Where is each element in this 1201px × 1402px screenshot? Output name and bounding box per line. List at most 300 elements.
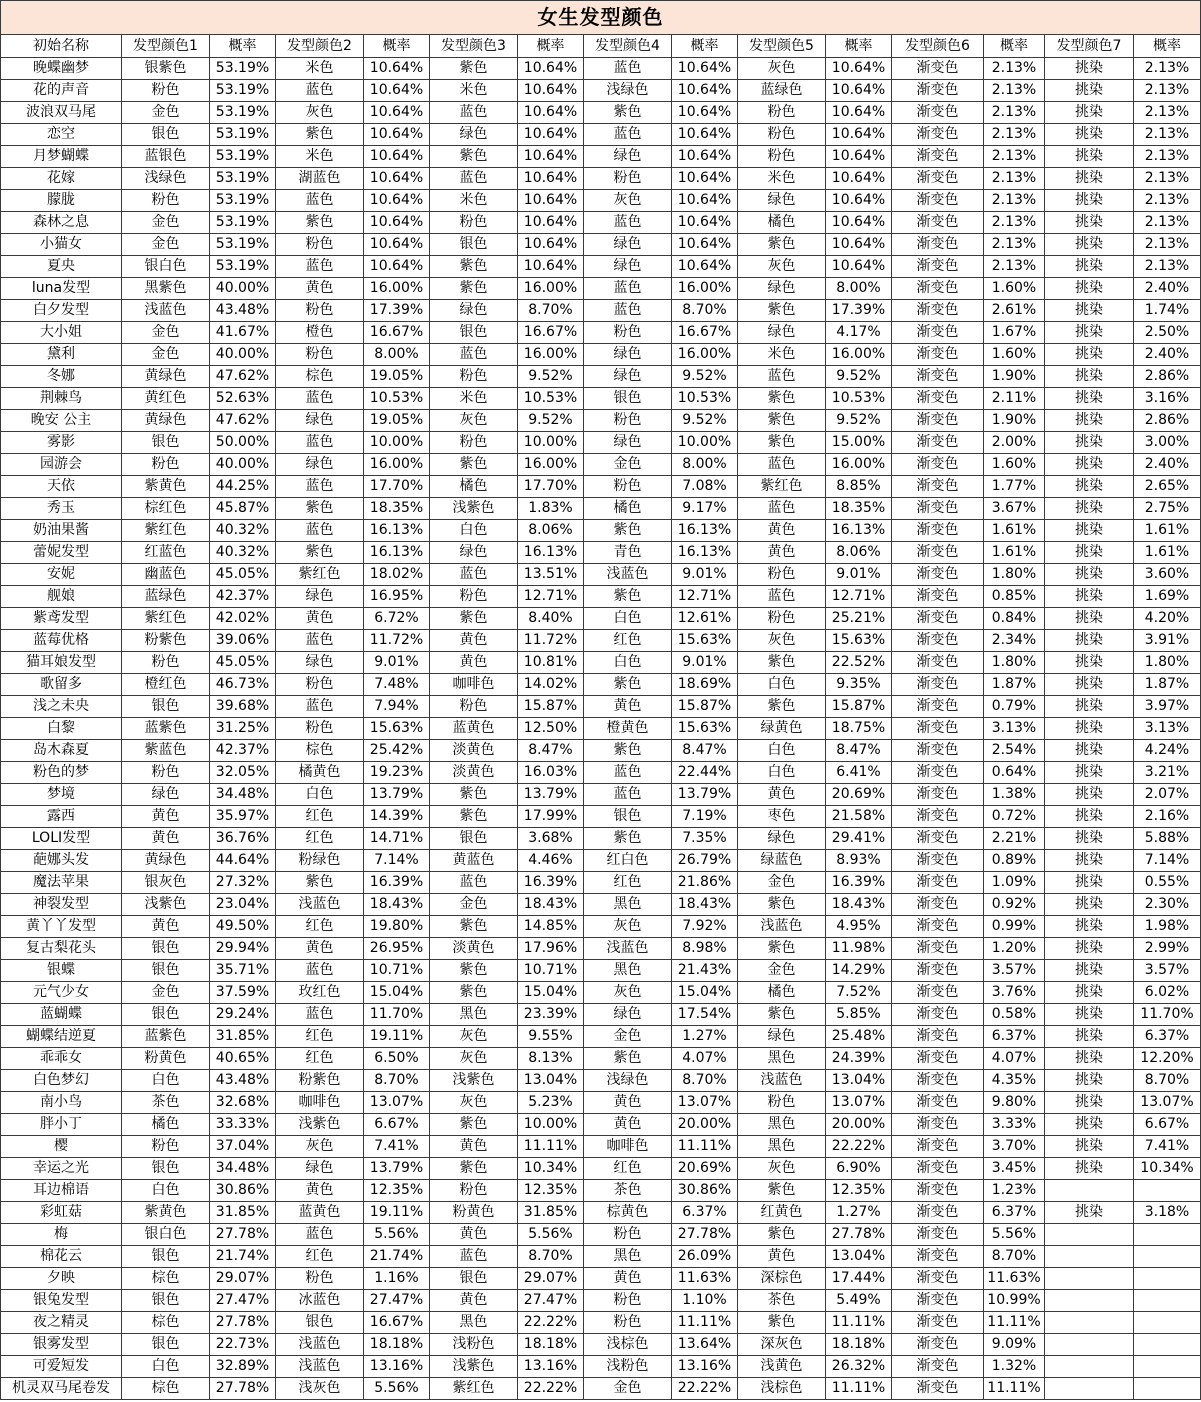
hairstyle-name-cell: 安妮 — [1, 564, 122, 586]
probability-cell: 10.00% — [364, 432, 430, 454]
probability-cell: 6.67% — [1134, 1114, 1201, 1136]
probability-cell: 4.24% — [1134, 740, 1201, 762]
probability-cell: 7.41% — [364, 1136, 430, 1158]
hair-color-cell: 渐变色 — [892, 322, 984, 344]
probability-cell: 10.64% — [518, 80, 584, 102]
probability-cell: 25.48% — [826, 1026, 892, 1048]
hair-color-cell: 红色 — [276, 806, 364, 828]
probability-cell: 14.39% — [364, 806, 430, 828]
probability-cell: 2.75% — [1134, 498, 1201, 520]
probability-cell: 53.19% — [210, 212, 276, 234]
hair-color-cell: 浅紫色 — [276, 1114, 364, 1136]
probability-cell: 11.70% — [1134, 1004, 1201, 1026]
probability-cell: 15.87% — [826, 696, 892, 718]
hair-color-cell: 渐变色 — [892, 850, 984, 872]
probability-cell: 42.02% — [210, 608, 276, 630]
probability-cell: 37.59% — [210, 982, 276, 1004]
probability-cell: 8.06% — [518, 520, 584, 542]
hairstyle-name-cell: 葩娜头发 — [1, 850, 122, 872]
probability-cell: 5.23% — [518, 1092, 584, 1114]
probability-cell: 0.55% — [1134, 872, 1201, 894]
hair-color-cell: 浅绿色 — [122, 168, 210, 190]
hairstyle-name-cell: 雾影 — [1, 432, 122, 454]
probability-cell: 6.72% — [364, 608, 430, 630]
probability-cell: 21.43% — [672, 960, 738, 982]
probability-cell: 8.47% — [518, 740, 584, 762]
probability-cell: 21.58% — [826, 806, 892, 828]
hair-color-cell: 粉色 — [276, 234, 364, 256]
hair-color-cell: 渐变色 — [892, 1224, 984, 1246]
hair-color-cell: 黄色 — [430, 1224, 518, 1246]
hair-color-cell: 挑染 — [1045, 916, 1134, 938]
probability-cell: 8.85% — [826, 476, 892, 498]
hair-color-cell: 灰色 — [738, 58, 826, 80]
hair-color-cell: 紫色 — [738, 1004, 826, 1026]
hair-color-cell: 绿色 — [738, 278, 826, 300]
hair-color-cell: 粉色 — [738, 102, 826, 124]
hair-color-cell: 绿色 — [276, 586, 364, 608]
hair-color-cell: 渐变色 — [892, 960, 984, 982]
probability-cell: 10.00% — [518, 432, 584, 454]
probability-cell: 3.57% — [984, 960, 1045, 982]
hair-color-cell: 黄色 — [430, 630, 518, 652]
hairstyle-name-cell: 神裂发型 — [1, 894, 122, 916]
probability-cell: 19.23% — [364, 762, 430, 784]
hair-color-cell: 米色 — [430, 190, 518, 212]
hair-color-cell: 玫红色 — [276, 982, 364, 1004]
hairstyle-name-cell: 蓝蝴蝶 — [1, 1004, 122, 1026]
hair-color-cell: 银色 — [122, 1334, 210, 1356]
probability-cell: 10.64% — [364, 256, 430, 278]
probability-cell: 10.64% — [364, 58, 430, 80]
header-hair-color: 发型颜色3 — [430, 35, 518, 58]
probability-cell: 49.50% — [210, 916, 276, 938]
hair-color-cell: 深灰色 — [738, 1334, 826, 1356]
hair-color-cell: 蓝黄色 — [430, 718, 518, 740]
hair-color-cell: 粉色 — [584, 168, 672, 190]
hair-color-cell: 渐变色 — [892, 256, 984, 278]
hair-color-cell: 蓝色 — [738, 366, 826, 388]
hair-color-cell: 渐变色 — [892, 366, 984, 388]
hair-color-cell: 灰色 — [584, 916, 672, 938]
probability-cell: 0.99% — [984, 916, 1045, 938]
probability-cell: 16.39% — [826, 872, 892, 894]
hair-color-cell: 渐变色 — [892, 674, 984, 696]
probability-cell: 40.32% — [210, 542, 276, 564]
probability-cell: 16.67% — [364, 322, 430, 344]
probability-cell: 23.39% — [518, 1004, 584, 1026]
hair-color-cell: 绿色 — [430, 300, 518, 322]
hair-color-cell: 湖蓝色 — [276, 168, 364, 190]
hair-color-cell: 挑染 — [1045, 498, 1134, 520]
hair-color-cell: 蓝色 — [276, 256, 364, 278]
hairstyle-name-cell: 蝴蝶结逆夏 — [1, 1026, 122, 1048]
probability-cell: 2.40% — [1134, 278, 1201, 300]
hair-color-cell: 银色 — [122, 432, 210, 454]
hair-color-cell: 挑染 — [1045, 718, 1134, 740]
probability-cell: 3.70% — [984, 1136, 1045, 1158]
hairstyle-name-cell: 白色梦幻 — [1, 1070, 122, 1092]
probability-cell: 10.00% — [672, 432, 738, 454]
hair-color-cell: 绿色 — [276, 454, 364, 476]
hair-color-cell: 黑色 — [738, 1136, 826, 1158]
probability-cell: 16.13% — [518, 542, 584, 564]
probability-cell: 10.64% — [518, 168, 584, 190]
probability-cell: 0.72% — [984, 806, 1045, 828]
probability-cell: 10.64% — [518, 102, 584, 124]
hair-color-cell: 紫色 — [430, 256, 518, 278]
hairstyle-name-cell: 秀玉 — [1, 498, 122, 520]
hair-color-cell: 粉色 — [430, 586, 518, 608]
hair-color-cell: 蓝色 — [430, 564, 518, 586]
probability-cell: 11.72% — [518, 630, 584, 652]
hairstyle-name-cell: 恋空 — [1, 124, 122, 146]
probability-cell: 7.19% — [672, 806, 738, 828]
probability-cell: 31.85% — [210, 1026, 276, 1048]
probability-cell: 8.70% — [518, 300, 584, 322]
probability-cell: 29.07% — [210, 1268, 276, 1290]
probability-cell: 22.73% — [210, 1334, 276, 1356]
hair-color-cell: 浅蓝色 — [122, 300, 210, 322]
hair-color-cell: 挑染 — [1045, 1026, 1134, 1048]
probability-cell: 1.67% — [984, 322, 1045, 344]
probability-cell: 2.13% — [984, 80, 1045, 102]
probability-cell: 2.13% — [984, 124, 1045, 146]
hair-color-cell: 粉色 — [584, 322, 672, 344]
probability-cell: 5.56% — [984, 1224, 1045, 1246]
hair-color-cell: 粉色 — [430, 366, 518, 388]
probability-cell: 13.04% — [826, 1070, 892, 1092]
hair-color-cell: 浅绿色 — [584, 80, 672, 102]
hair-color-cell: 渐变色 — [892, 80, 984, 102]
hair-color-cell: 白色 — [122, 1356, 210, 1378]
probability-cell: 8.00% — [826, 278, 892, 300]
probability-cell: 15.87% — [518, 696, 584, 718]
probability-cell: 1.16% — [364, 1268, 430, 1290]
probability-cell: 10.81% — [518, 652, 584, 674]
hair-color-cell: 金色 — [122, 212, 210, 234]
hair-color-cell: 渐变色 — [892, 1334, 984, 1356]
hair-color-cell: 浅蓝色 — [738, 916, 826, 938]
probability-cell: 7.94% — [364, 696, 430, 718]
hair-color-cell: 黄色 — [584, 1268, 672, 1290]
probability-cell: 26.09% — [672, 1246, 738, 1268]
hairstyle-name-cell: 夏央 — [1, 256, 122, 278]
probability-cell: 2.13% — [1134, 190, 1201, 212]
hair-color-cell: 粉色 — [738, 608, 826, 630]
hair-color-cell: 绿色 — [430, 124, 518, 146]
hair-color-cell: 白色 — [122, 1070, 210, 1092]
header-hair-color: 发型颜色6 — [892, 35, 984, 58]
hair-color-cell: 紫黄色 — [122, 476, 210, 498]
hair-color-cell: 紫色 — [584, 828, 672, 850]
probability-cell: 10.64% — [826, 146, 892, 168]
hair-color-cell: 粉黄色 — [430, 1202, 518, 1224]
hair-color-cell: 银色 — [122, 1158, 210, 1180]
probability-cell: 53.19% — [210, 234, 276, 256]
hair-color-cell: 渐变色 — [892, 564, 984, 586]
hair-color-cell: 渐变色 — [892, 1158, 984, 1180]
probability-cell: 4.07% — [984, 1048, 1045, 1070]
probability-cell: 7.14% — [1134, 850, 1201, 872]
hair-color-cell: 挑染 — [1045, 960, 1134, 982]
probability-cell: 18.75% — [826, 718, 892, 740]
hair-color-cell: 黄色 — [122, 916, 210, 938]
probability-cell: 12.50% — [518, 718, 584, 740]
probability-cell: 2.07% — [1134, 784, 1201, 806]
probability-cell: 19.80% — [364, 916, 430, 938]
hairstyle-name-cell: 晚蝶幽梦 — [1, 58, 122, 80]
probability-cell: 39.68% — [210, 696, 276, 718]
hair-color-cell: 蓝色 — [430, 872, 518, 894]
probability-cell: 4.35% — [984, 1070, 1045, 1092]
hair-color-cell: 绿色 — [584, 256, 672, 278]
hair-color-cell: 渐变色 — [892, 586, 984, 608]
hair-color-cell: 白色 — [430, 520, 518, 542]
hair-color-cell: 粉色 — [584, 410, 672, 432]
probability-cell: 1.80% — [984, 652, 1045, 674]
hair-color-cell: 淡黄色 — [430, 762, 518, 784]
hair-color-cell: 灰色 — [738, 630, 826, 652]
probability-cell: 13.79% — [364, 784, 430, 806]
probability-cell: 39.06% — [210, 630, 276, 652]
hair-color-cell: 紫色 — [738, 1312, 826, 1334]
hair-color-cell: 紫色 — [738, 410, 826, 432]
hair-color-cell: 幽蓝色 — [122, 564, 210, 586]
probability-cell: 1.23% — [984, 1180, 1045, 1202]
probability-cell: 13.79% — [364, 1158, 430, 1180]
header-name: 初始名称 — [1, 35, 122, 58]
probability-cell: 15.00% — [826, 432, 892, 454]
probability-cell: 10.64% — [672, 80, 738, 102]
hair-color-cell: 粉色 — [584, 1290, 672, 1312]
hair-color-cell: 浅黄色 — [738, 1356, 826, 1378]
header-probability: 概率 — [826, 35, 892, 58]
probability-cell: 16.95% — [364, 586, 430, 608]
hair-color-cell: 紫色 — [276, 498, 364, 520]
hair-color-cell: 紫蓝色 — [122, 740, 210, 762]
probability-cell: 14.71% — [364, 828, 430, 850]
hair-color-cell: 粉色 — [430, 696, 518, 718]
hair-color-cell: 蓝色 — [430, 344, 518, 366]
probability-cell — [1134, 1356, 1201, 1378]
hair-color-cell: 紫色 — [738, 432, 826, 454]
hair-color-cell: 白色 — [584, 608, 672, 630]
probability-cell: 1.90% — [984, 410, 1045, 432]
hair-color-cell: 紫色 — [738, 300, 826, 322]
probability-cell: 11.11% — [826, 1378, 892, 1400]
hairstyle-name-cell: 月梦蝴蝶 — [1, 146, 122, 168]
probability-cell: 40.00% — [210, 454, 276, 476]
hairstyle-name-cell: 紫鸢发型 — [1, 608, 122, 630]
probability-cell: 27.47% — [364, 1290, 430, 1312]
probability-cell: 0.79% — [984, 696, 1045, 718]
hair-color-cell: 黄色 — [738, 784, 826, 806]
probability-cell: 41.67% — [210, 322, 276, 344]
probability-cell: 10.64% — [826, 168, 892, 190]
hair-color-cell: 黑色 — [430, 1312, 518, 1334]
hair-color-cell: 渐变色 — [892, 344, 984, 366]
hair-color-cell: 黄色 — [584, 1114, 672, 1136]
hairstyle-name-cell: 幸运之光 — [1, 1158, 122, 1180]
probability-cell: 1.60% — [984, 344, 1045, 366]
probability-cell: 1.60% — [984, 454, 1045, 476]
probability-cell: 7.35% — [672, 828, 738, 850]
hair-color-cell: 渐变色 — [892, 410, 984, 432]
hair-color-cell: 渐变色 — [892, 146, 984, 168]
probability-cell: 8.98% — [672, 938, 738, 960]
probability-cell: 6.02% — [1134, 982, 1201, 1004]
hair-color-cell: 红色 — [276, 1246, 364, 1268]
hair-color-cell: 白色 — [738, 740, 826, 762]
hair-color-cell: 渐变色 — [892, 806, 984, 828]
probability-cell: 35.71% — [210, 960, 276, 982]
probability-cell: 10.34% — [1134, 1158, 1201, 1180]
probability-cell: 22.22% — [672, 1378, 738, 1400]
hair-color-cell: 黄色 — [738, 542, 826, 564]
probability-cell: 2.13% — [1134, 58, 1201, 80]
probability-cell: 1.83% — [518, 498, 584, 520]
header-probability: 概率 — [672, 35, 738, 58]
probability-cell: 10.64% — [364, 168, 430, 190]
hairstyle-name-cell: 晚安 公主 — [1, 410, 122, 432]
hair-color-cell: 粉色 — [122, 1136, 210, 1158]
hair-color-cell: 渐变色 — [892, 476, 984, 498]
probability-cell: 31.25% — [210, 718, 276, 740]
probability-cell: 8.70% — [672, 300, 738, 322]
hair-color-cell: 米色 — [276, 58, 364, 80]
probability-cell: 3.45% — [984, 1158, 1045, 1180]
hair-color-cell: 金色 — [584, 1378, 672, 1400]
probability-cell: 53.19% — [210, 146, 276, 168]
probability-cell: 10.64% — [518, 146, 584, 168]
probability-cell: 44.64% — [210, 850, 276, 872]
hair-color-cell: 挑染 — [1045, 124, 1134, 146]
probability-cell: 30.86% — [210, 1180, 276, 1202]
probability-cell: 4.17% — [826, 322, 892, 344]
probability-cell: 10.64% — [364, 190, 430, 212]
header-hair-color: 发型颜色7 — [1045, 35, 1134, 58]
hair-color-cell: 蓝色 — [276, 960, 364, 982]
probability-cell: 0.84% — [984, 608, 1045, 630]
probability-cell: 0.58% — [984, 1004, 1045, 1026]
hair-color-cell: 茶色 — [584, 1180, 672, 1202]
probability-cell: 10.64% — [364, 146, 430, 168]
probability-cell: 47.62% — [210, 366, 276, 388]
hair-color-cell: 枣色 — [738, 806, 826, 828]
probability-cell: 13.07% — [672, 1092, 738, 1114]
probability-cell: 2.40% — [1134, 454, 1201, 476]
hairstyle-name-cell: 机灵双马尾卷发 — [1, 1378, 122, 1400]
hair-color-cell: 渐变色 — [892, 168, 984, 190]
hair-color-cell: 紫黄色 — [122, 1202, 210, 1224]
probability-cell: 1.87% — [984, 674, 1045, 696]
header-hair-color: 发型颜色1 — [122, 35, 210, 58]
hair-color-cell — [1045, 1312, 1134, 1334]
hair-color-cell: 挑染 — [1045, 520, 1134, 542]
hair-color-cell: 紫色 — [430, 982, 518, 1004]
probability-cell: 8.06% — [826, 542, 892, 564]
hair-color-cell: 紫色 — [584, 1048, 672, 1070]
hair-color-cell: 浅蓝色 — [276, 1334, 364, 1356]
probability-cell: 10.64% — [826, 124, 892, 146]
hair-color-cell: 挑染 — [1045, 938, 1134, 960]
probability-cell: 53.19% — [210, 80, 276, 102]
hair-color-cell: 挑染 — [1045, 278, 1134, 300]
probability-cell: 16.00% — [364, 454, 430, 476]
probability-cell: 10.64% — [826, 256, 892, 278]
probability-cell: 20.00% — [672, 1114, 738, 1136]
probability-cell: 11.70% — [364, 1004, 430, 1026]
hair-color-cell: 渐变色 — [892, 1092, 984, 1114]
hair-color-cell: 粉紫色 — [122, 630, 210, 652]
hair-color-cell: 粉色 — [584, 1224, 672, 1246]
probability-cell: 11.11% — [672, 1136, 738, 1158]
probability-cell: 12.35% — [364, 1180, 430, 1202]
probability-cell: 42.37% — [210, 586, 276, 608]
probability-cell: 8.00% — [364, 344, 430, 366]
header-hair-color: 发型颜色5 — [738, 35, 826, 58]
probability-cell: 19.05% — [364, 366, 430, 388]
probability-cell: 21.74% — [210, 1246, 276, 1268]
hair-color-cell: 浅紫色 — [430, 1356, 518, 1378]
probability-cell: 13.04% — [826, 1246, 892, 1268]
hairstyle-name-cell: 歌留多 — [1, 674, 122, 696]
hair-color-cell: 黄色 — [276, 1180, 364, 1202]
hair-color-cell: 渐变色 — [892, 454, 984, 476]
hair-color-cell: 紫色 — [738, 652, 826, 674]
hair-color-cell: 绿黄色 — [738, 718, 826, 740]
hair-color-cell: 蓝色 — [276, 80, 364, 102]
hair-color-cell: 渐变色 — [892, 608, 984, 630]
probability-cell — [1134, 1378, 1201, 1400]
hair-color-cell: 渐变色 — [892, 938, 984, 960]
hair-color-cell: 蓝黄色 — [276, 1202, 364, 1224]
header-hair-color: 发型颜色2 — [276, 35, 364, 58]
probability-cell: 21.86% — [672, 872, 738, 894]
hair-color-cell: 浅紫色 — [430, 1070, 518, 1092]
hair-color-cell: 灰色 — [584, 982, 672, 1004]
probability-cell: 16.00% — [518, 278, 584, 300]
probability-cell: 13.16% — [364, 1356, 430, 1378]
hair-color-cell: 紫色 — [738, 938, 826, 960]
hair-color-cell: 蓝色 — [430, 168, 518, 190]
probability-cell: 20.69% — [826, 784, 892, 806]
probability-cell: 2.34% — [984, 630, 1045, 652]
hair-color-cell: 黄色 — [122, 806, 210, 828]
hair-color-cell: 粉色 — [584, 476, 672, 498]
probability-cell: 9.17% — [672, 498, 738, 520]
probability-cell: 1.80% — [984, 564, 1045, 586]
probability-cell: 53.19% — [210, 190, 276, 212]
hair-color-cell: 浅蓝色 — [276, 1356, 364, 1378]
probability-cell: 27.47% — [210, 1290, 276, 1312]
hair-color-cell: 渐变色 — [892, 1356, 984, 1378]
hair-color-cell: 蓝绿色 — [122, 586, 210, 608]
hair-color-cell: 挑染 — [1045, 1004, 1134, 1026]
hairstyle-name-cell: 粉色的梦 — [1, 762, 122, 784]
hair-color-cell: 挑染 — [1045, 850, 1134, 872]
hairstyle-name-cell: 森林之息 — [1, 212, 122, 234]
probability-cell: 10.53% — [518, 388, 584, 410]
hairstyle-name-cell: 南小鸟 — [1, 1092, 122, 1114]
probability-cell: 47.62% — [210, 410, 276, 432]
probability-cell: 10.64% — [672, 58, 738, 80]
hairstyle-name-cell: 舰娘 — [1, 586, 122, 608]
hair-color-cell: 银色 — [122, 124, 210, 146]
probability-cell — [1134, 1312, 1201, 1334]
hair-color-cell: 棕色 — [276, 740, 364, 762]
